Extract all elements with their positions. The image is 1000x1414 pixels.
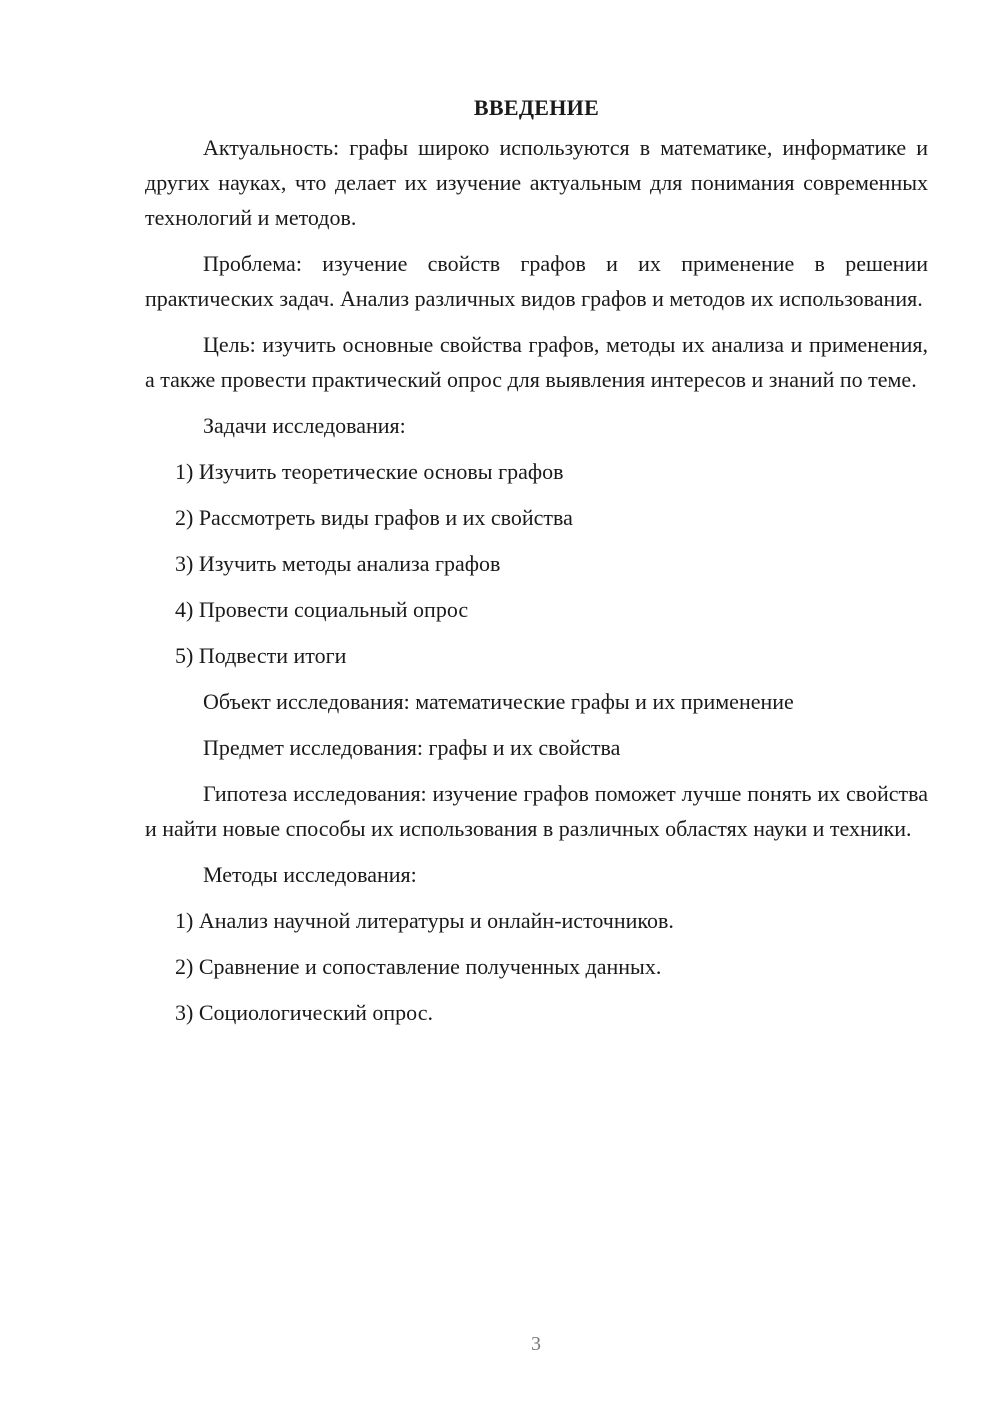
relevance-paragraph: Актуальность: графы широко используются в математике, информатике и других науках, что делает их изучение актуальным для понимания современных технологий и методов.	[145, 135, 928, 230]
object-paragraph: Объект исследования: математические графы и их применение	[203, 689, 794, 714]
tasks-list	[145, 454, 928, 673]
list-item: 1) Изучить теоретические основы графов	[175, 459, 564, 484]
list-item: 3) Изучить методы анализа графов	[175, 551, 501, 576]
methods-heading: Методы исследования:	[203, 862, 417, 887]
list-item: 2) Рассмотреть виды графов и их свойства	[175, 505, 573, 530]
subject-paragraph: Предмет исследования: графы и их свойства	[203, 735, 621, 760]
methods-list	[145, 903, 928, 1030]
list-item: 1) Анализ научной литературы и онлайн-источников.	[175, 908, 674, 933]
list-item: 3) Социологический опрос.	[175, 1000, 433, 1025]
page-number: 3	[531, 1333, 541, 1355]
document-page	[145, 90, 928, 1041]
problem-paragraph: Проблема: изучение свойств графов и их применение в решении практических задач. Анализ различных видов графов и методов их использования.	[145, 251, 928, 311]
goal-paragraph: Цель: изучить основные свойства графов, методы их анализа и применения, а также провести практический опрос для выявления интересов и знаний по теме.	[145, 332, 928, 392]
tasks-heading: Задачи исследования:	[203, 413, 406, 438]
list-item: 4) Провести социальный опрос	[175, 597, 469, 622]
hypothesis-paragraph: Гипотеза исследования: изучение графов поможет лучше понять их свойства и найти новые способы их использования в различных областях науки и техники.	[145, 781, 928, 841]
list-item: 2) Сравнение и сопоставление полученных данных.	[175, 954, 662, 979]
list-item: 5) Подвести итоги	[175, 643, 347, 668]
section-title: ВВЕДЕНИЕ	[473, 95, 600, 120]
